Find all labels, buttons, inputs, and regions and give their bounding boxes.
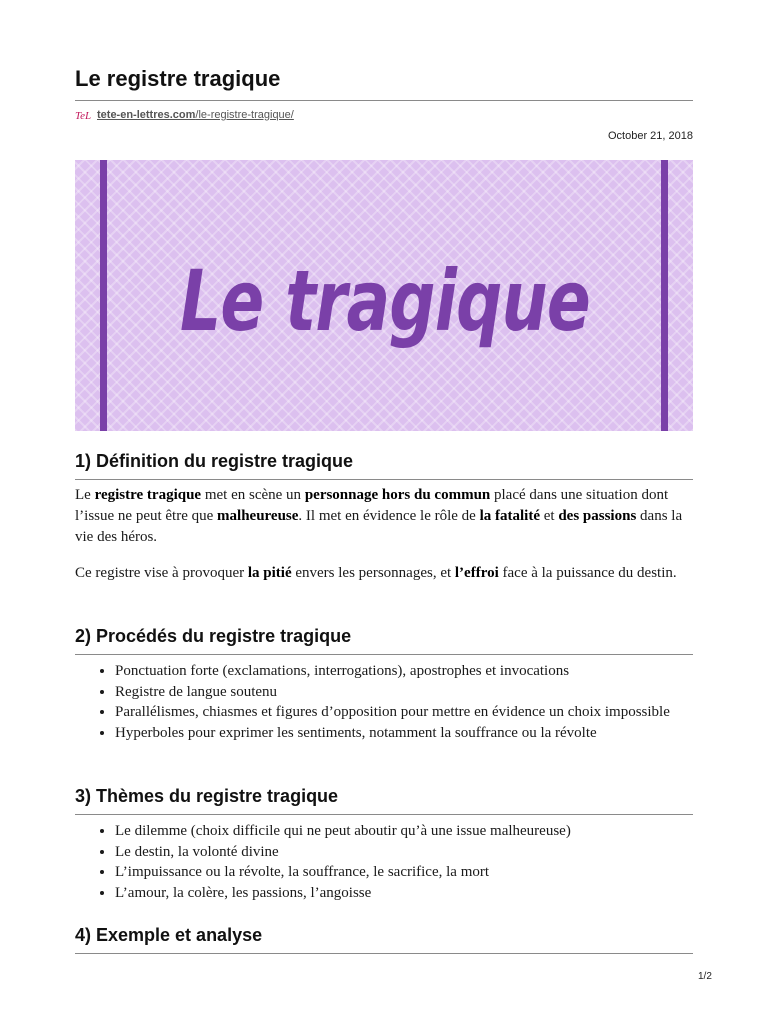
list-item: • L’impuissance ou la révolte, la souffrance, le sacrifice, la mort	[115, 862, 693, 883]
paragraph-text: envers les personnages, et	[291, 565, 455, 581]
emphasis-text: la pitié	[247, 565, 292, 581]
site-logo-icon	[75, 108, 93, 122]
source-link[interactable]	[97, 109, 294, 121]
site-logo-text: TeL	[75, 110, 92, 122]
source-line	[75, 107, 294, 123]
list-item: • L’amour, la colère, les passions, l’angoisse	[115, 883, 693, 904]
list-item: • Hyperboles pour exprimer les sentiments, notamment la souffrance ou la révolte	[115, 723, 693, 744]
emphasis-text: malheureuse	[217, 508, 299, 524]
banner-image	[75, 160, 693, 431]
publish-date: October 21, 2018	[607, 130, 693, 142]
emphasis-text: la fatalité	[479, 508, 540, 524]
procedes-list	[75, 661, 693, 743]
source-domain: tete-en-lettres.com	[97, 109, 196, 121]
section-divider	[75, 814, 693, 815]
paragraph-text: dans la vie des héros.	[75, 508, 683, 545]
themes-list	[75, 821, 693, 903]
emphasis-text: l’effroi	[454, 565, 499, 581]
source-path: /le-registre-tragique/	[195, 109, 294, 121]
paragraph-text: Le	[75, 487, 95, 503]
section-divider	[75, 479, 693, 480]
banner-text-svg	[75, 160, 693, 431]
section-heading-definition: 1) Définition du registre tragique	[75, 451, 354, 471]
paragraph-text: met en scène un	[201, 487, 305, 503]
list-item: • Parallélismes, chiasmes et figures d’opposition pour mettre en évidence un choix impossible	[115, 702, 693, 723]
page-title: Le registre tragique	[75, 66, 281, 91]
section-heading-themes: 3) Thèmes du registre tragique	[75, 786, 339, 806]
title-divider	[75, 100, 693, 101]
definition-paragraph-2	[75, 563, 693, 584]
paragraph-text: placé dans une situation dont l’issue ne peut être que	[75, 487, 669, 524]
emphasis-text: registre tragique	[94, 487, 202, 503]
paragraph-text: . Il met en évidence le rôle de	[298, 508, 480, 524]
paragraph-text: face à la puissance du destin.	[498, 565, 677, 581]
list-item: • Registre de langue soutenu	[115, 682, 693, 703]
emphasis-text: personnage hors du commun	[304, 487, 491, 503]
definition-paragraph-1	[75, 485, 693, 548]
emphasis-text: des passions	[558, 508, 637, 524]
section-divider	[75, 953, 693, 954]
paragraph-text: et	[540, 508, 559, 524]
banner-title: Le tragique	[180, 252, 590, 350]
paragraph-text: Ce registre vise à provoquer	[75, 565, 248, 581]
list-item: • Ponctuation forte (exclamations, interrogations), apostrophes et invocations	[115, 661, 693, 682]
page-number: 1/2	[698, 971, 712, 982]
list-item: • Le destin, la volonté divine	[115, 842, 693, 863]
section-heading-procedes: 2) Procédés du registre tragique	[75, 626, 352, 646]
section-divider	[75, 654, 693, 655]
list-item: • Le dilemme (choix difficile qui ne peut aboutir qu’à une issue malheureuse)	[115, 821, 693, 842]
section-heading-exemple: 4) Exemple et analyse	[75, 925, 263, 945]
